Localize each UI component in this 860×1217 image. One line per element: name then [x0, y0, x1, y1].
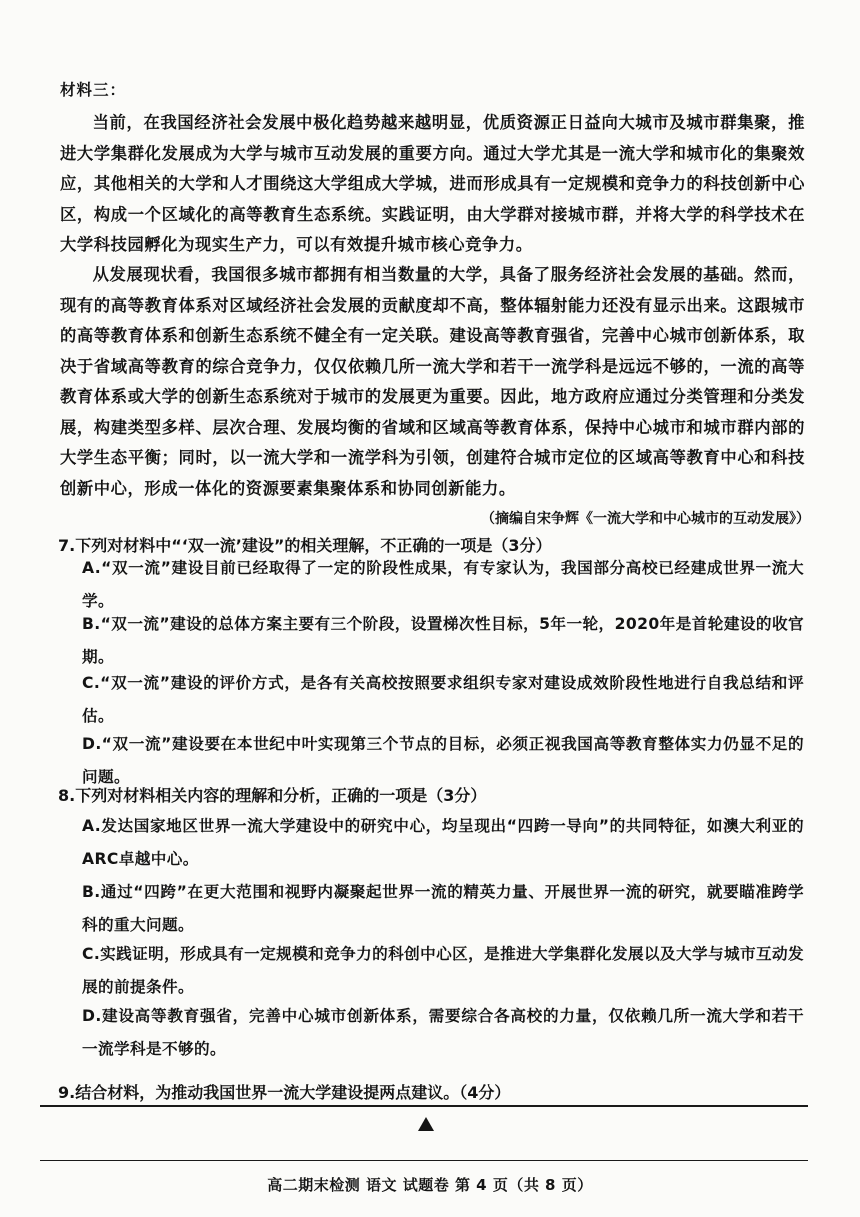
question-8-option-c: C.实践证明，形成具有一定规模和竞争力的科创中心区，是推进大学集群化发展以及大学与城市互动发展的前提条件。: [82, 945, 804, 996]
page-divider-bottom: [40, 1160, 808, 1161]
source-citation: （摘编自宋争辉《一流大学和中心城市的互动发展》）: [481, 511, 810, 527]
question-8-stem: 8.下列对材料相关内容的理解和分析，正确的一项是（3分）: [58, 786, 487, 805]
question-7-option-a: A.“双一流”建设目前已经取得了一定的阶段性成果，有专家认为，我国部分高校已经建成世界一流大学。: [82, 559, 804, 610]
material-paragraph-2: 从发展现状看，我国很多城市都拥有相当数量的大学，具备了服务经济社会发展的基础。然而，现有的高等教育体系对区域经济社会发展的贡献度却不高，整体辐射能力还没有显示出来。这跟城市的高等教育体系和创新生态系统不健全有一定关联。建设高等教育强省，完善中心城市创新体系，取决于省域高等教育的综合竞争力，仅仅依赖几所一流大学和若干一流学科是远远不够的，一流的高等教育体系或大学的创新生态系统对于城市的发展更为重要。因此，地方政府应通过分类管理和分类发展，构建类型多样、层次合理、发展均衡的省域和区域高等教育体系，保持中心城市和城市群内部的大学生态平衡；同时，以一流大学和一流学科为引领，创建符合城市定位的区域高等教育中心和科技创新中心，形成一体化的资源要素集聚体系和协同创新能力。: [60, 265, 805, 498]
question-8-option-b: B.通过“四跨”在更大范围和视野内凝聚起世界一流的精英力量、开展世界一流的研究，就要瞄准跨学科的重大问题。: [82, 883, 804, 934]
question-9-stem: 9.结合材料，为推动我国世界一流大学建设提两点建议。（4分）: [58, 1083, 511, 1102]
question-7-stem: 7.下列对材料中“‘双一流’建设”的相关理解，不正确的一项是（3分）: [58, 536, 552, 555]
page-footer: 高二期末检测 语文 试题卷 第 4 页（共 8 页）: [267, 1176, 593, 1194]
question-7-option-c: C.“双一流”建设的评价方式，是各有关高校按照要求组织专家对建设成效阶段性地进行自我总结和评估。: [82, 674, 804, 725]
material-heading: 材料三：: [60, 81, 127, 99]
material-paragraph-1: 当前，在我国经济社会发展中极化趋势越来越明显，优质资源正日益向大城市及城市群集聚，推进大学集群化发展成为大学与城市互动发展的重要方向。通过大学尤其是一流大学和城市化的集聚效应，其他相关的大学和人才围绕这大学组成大学城，进而形成具有一定规模和竞争力的科技创新中心区，构成一个区域化的高等教育生态系统。实践证明，由大学群对接城市群，并将大学的科学技术在大学科技园孵化为现实生产力，可以有效提升城市核心竞争力。: [60, 113, 805, 254]
question-8-option-a: A.发达国家地区世界一流大学建设中的研究中心，均呈现出“四跨一导向”的共同特征，如澳大利亚的ARC卓越中心。: [82, 817, 804, 868]
question-7-option-d: D.“双一流”建设要在本世纪中叶实现第三个节点的目标，必须正视我国高等教育整体实力仍显不足的问题。: [82, 735, 804, 786]
question-8-option-d: D.建设高等教育强省，完善中心城市创新体系，需要综合各高校的力量，仅依赖几所一流大学和若干一流学科是不够的。: [82, 1007, 804, 1058]
triangle-marker-icon: [418, 1117, 434, 1131]
page-divider-top: [40, 1105, 808, 1107]
question-7-option-b: B.“双一流”建设的总体方案主要有三个阶段，设置梯次性目标，5年一轮，2020年是首轮建设的收官期。: [82, 615, 804, 666]
